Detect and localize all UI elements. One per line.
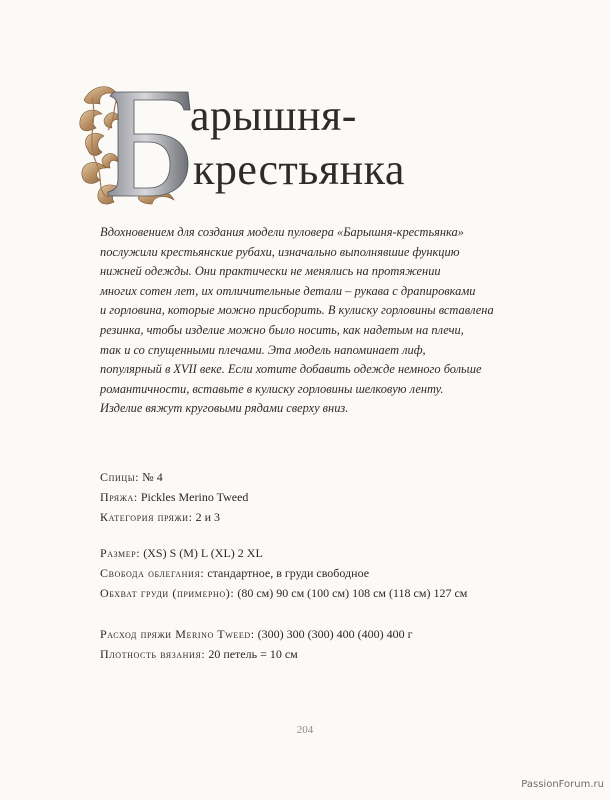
intro-line: Вдохновением для создания модели пуловера «Барышня-крестьянка»: [100, 225, 464, 239]
intro-paragraph: [100, 223, 510, 419]
spec-label: Расход пряжи Merino Tweed:: [100, 627, 255, 641]
spec-label: Размер:: [100, 546, 141, 560]
spec-value: № 4: [142, 470, 163, 484]
spec-yarn: [100, 490, 248, 505]
spec-label: Спицы:: [100, 470, 140, 484]
spec-label: Обхват груди (примерно):: [100, 586, 235, 600]
spec-value: 20 петель = 10 см: [208, 647, 298, 661]
spec-label: Свобода облегания:: [100, 566, 205, 580]
page-number: 204: [296, 724, 314, 736]
title-line-2: крестьянка: [193, 145, 405, 194]
spec-label: Плотность вязания:: [100, 647, 206, 661]
intro-line: послужили крестьянские рубахи, изначально выполнявшие функцию: [100, 244, 460, 259]
intro-line: многих сотен лет, их отличительные детали – рукава с драпировками: [100, 283, 476, 298]
spec-value: 2 и 3: [195, 510, 220, 524]
ornamental-dropcap-icon: [78, 80, 193, 205]
intro-line: романтичности, вставьте в кулиску горловины шелковую ленту.: [100, 381, 444, 396]
spec-size: [100, 546, 263, 561]
spec-value: Pickles Merino Tweed: [140, 490, 249, 504]
spec-value: (XS) S (M) L (XL) 2 XL: [143, 546, 263, 560]
spec-value: (300) 300 (300) 400 (400) 400 г: [257, 627, 413, 641]
spec-chest: [100, 586, 467, 601]
intro-line: Изделие вяжут круговыми рядами сверху вниз.: [100, 401, 349, 416]
spec-label: Категория пряжи:: [100, 510, 193, 524]
spec-yarn-category: [100, 510, 220, 525]
intro-line: так и со спущенными плечами. Эта модель напоминает лиф,: [100, 342, 426, 357]
intro-line: и горловина, которые можно присборить. В кулиску горловины вставлена: [100, 303, 494, 318]
title-block: [78, 80, 478, 200]
spec-consumption: [100, 627, 413, 642]
watermark: PassionForum.ru: [521, 779, 604, 790]
title-line-1: арышня-: [190, 91, 357, 140]
spec-needles: [100, 470, 163, 485]
spec-value: (80 см) 90 см (100 см) 108 см (118 см) 127 см: [237, 586, 468, 600]
spec-value: стандартное, в груди свободное: [207, 566, 370, 580]
spec-label: Пряжа:: [100, 490, 138, 504]
intro-line: популярный в XVII веке. Если хотите добавить одежде немного больше: [100, 362, 482, 377]
intro-line: резинка, чтобы изделие можно было носить, как надетым на плечи,: [100, 322, 464, 337]
spec-fit: [100, 566, 369, 581]
spec-gauge: [100, 647, 298, 662]
intro-line: нижней одежды. Они практически не менялись на протяжении: [100, 264, 441, 279]
